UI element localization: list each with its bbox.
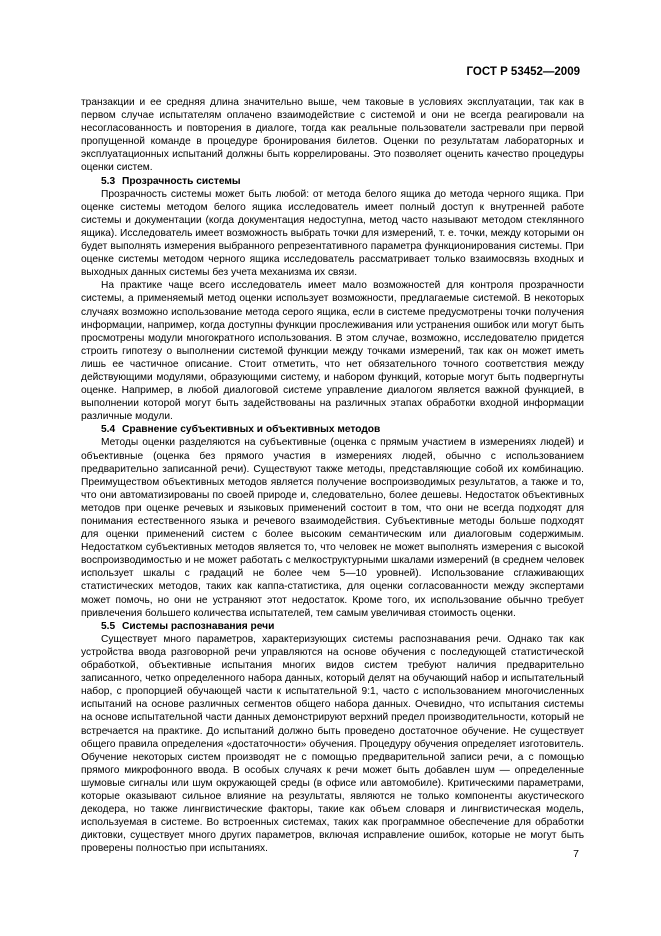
page-number: 7 (573, 848, 579, 860)
section-title: Сравнение субъективных и объективных методов (122, 424, 381, 436)
section-number: 5.4 (101, 424, 116, 436)
paragraph: Прозрачность системы может быть любой: от метода белого ящика до метода черного ящика. При оценке системы методом белого ящика исследователь имеет полный доступ к внутренней работе системы и документации (когда документация недоступна, метод часто называют методом стеклянного ящика). Исследователь имеет возможность выбрать точки для измерений, т. е. точки, между которыми он будет выполнять измерения выбранного репрезентативного параметра функционирования системы. При оценке системы методом черного ящика исследователь рассматривает только взаимосвязь входных и выходных данных системы без учета механизма их связи. (81, 188, 584, 279)
section-heading-5-5 (81, 620, 584, 633)
section-number: 5.3 (101, 175, 116, 187)
section-title: Прозрачность системы (122, 175, 241, 187)
paragraph: На практике чаще всего исследователь имеет мало возможностей для контроля прозрачности системы, а применяемый метод оценки использует возможности, предлагаемые системой. В некоторых случаях возможно использование метода серого ящика, если в системе предусмотрены точки получения информации, например, когда доступны функции прослеживания или устранения ошибок или могут быть просмотрены модули многократного использования. В этом случае, возможно, исследователю придется строить гипотезу о выполнении системой функции между точками измерений, так как он может иметь лишь ее частичное описание. Стоит отметить, что нет обязательного точного соответствия между действующими модулями, образующими систему, и набором функций, которые могут быть подвергнуты оценке. Например, в любой диалоговой системе управление диалогом является важной функцией, в выполнении которой могут быть задействованы на различных этапах обработки входной информации различные модули. (81, 280, 584, 423)
section-number: 5.5 (101, 620, 116, 632)
section-heading-5-3 (81, 175, 584, 188)
section-heading-5-4 (81, 423, 584, 436)
document-id: ГОСТ Р 53452—2009 (466, 66, 580, 78)
paragraph: Существует много параметров, характеризующих системы распознавания речи. Однако так как устройства ввода разговорной речи управляются на основе обучения с последующей статистической обработкой, объективные испытания многих видов систем требуют наличия предварительно записанного, четко определенного набора данных, который делят на обучающий набор и испытательный набор, с пропорцией обучающей части к испытательной 9:1, часто с использованием многочисленных испытаний на основе различных сегментов общего набора данных. Очевидно, что испытания системы на основе испытательной части данных демонстрируют верхний предел производительности, который не встречается на практике. До испытаний должно быть проведено достаточное обучение. Не существует общего правила определения «достаточности» обучения. Процедуру обучения определяет изготовитель. Обучение некоторых систем производят не с помощью предварительной записи речи, а с помощью прямого микрофонного ввода. В особых случаях к речи может быть добавлен шум — определенные шумовые сигналы или шум окружающей среды (в офисе или автомобиле). Критическими параметрами, которые оказывают сильное влияние на результаты, являются не только компоненты акустического декодера, но также лингвистические факторы, такие как объем словаря и лингвистическая модель, используемая в системе. Во встроенных системах, таких как программное обеспечение для обработки диктовки, существует много других параметров, включая исправление ошибок, которые не могут быть проверены полностью при испытаниях. (81, 633, 584, 855)
document-body (81, 96, 584, 855)
paragraph: Методы оценки разделяются на субъективные (оценка с прямым участием в измерениях людей) и объективные (оценка без прямого участия в измерениях людей, обычно с использованием предварительно записанной речи). Существуют также методы, представляющие собой их комбинацию. Преимуществом объективных методов является получение воспроизводимых результатов, а также и то, что они автоматизированы по своей природе и, следовательно, более дешевы. Недостаток объективных методов при оценке речевых и языковых применений состоит в том, что они не всегда подходят для понимания естественного языка и речевого взаимодействия. Субъективные методы больше подходят для оценки применений систем с более высоким семантическим или диалоговым содержимым. Недостатком субъективных методов является то, что человек не может выполнять измерения с высокой воспроизводимостью и не может работать с мелкоструктурными шкалами измерений (в среднем человек использует шкалы с градаций не более чем 5—10 уровней). Использование сглаживающих статистических методов, таких как каппа-статистика, для оценки согласованности между экспертами может помочь, но они не устраняют этот недостаток. Кроме того, их использование обычно требует привлечения большего количества испытателей, тем самым увеличивая стоимость оценки. (81, 437, 584, 619)
section-title: Системы распознавания речи (122, 620, 275, 632)
paragraph-intro: транзакции и ее средняя длина значительно выше, чем таковые в условиях эксплуатации, так как в первом случае испытателям оплачено взаимодействие с системой и они не всегда реагировали на несогласованность и повторения в диалоге, тогда как реальные пользователи застревали при первой пропущенной команде в процедуре бронирования билетов. Оценки по результатам лабораторных и эксплуатационных испытаний должны быть коррелированы. Это позволяет оценить качество процедуры оценки систем. (81, 97, 584, 174)
